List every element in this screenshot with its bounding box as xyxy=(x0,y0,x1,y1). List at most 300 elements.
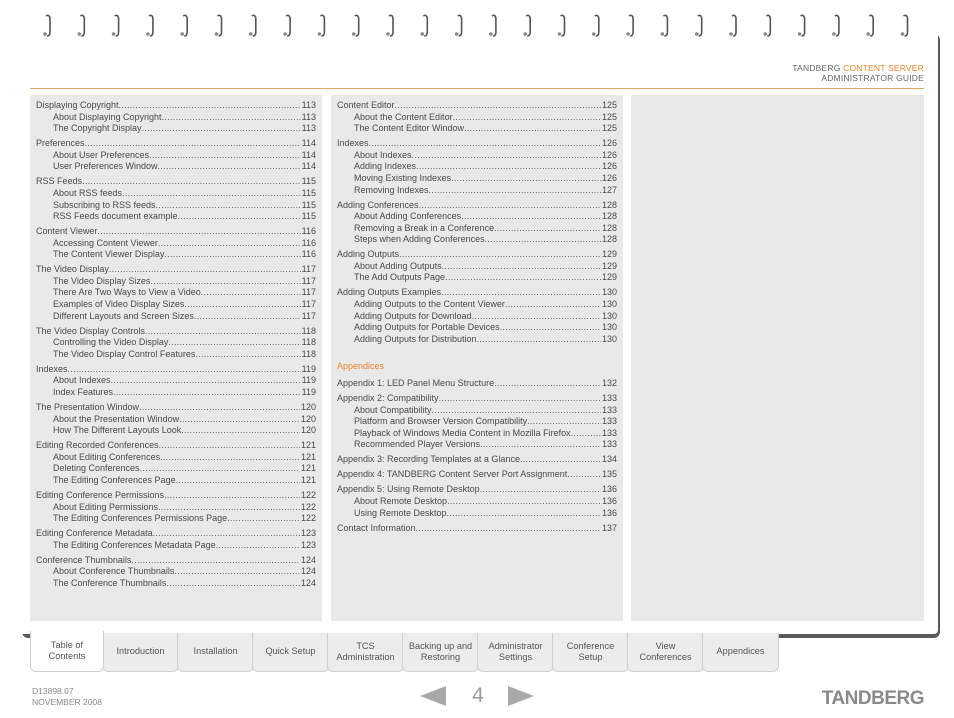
toc-page-number: 116 xyxy=(301,249,316,260)
toc-entry[interactable] xyxy=(36,555,316,567)
toc-page-number: 120 xyxy=(300,425,316,436)
dot-leader xyxy=(195,349,300,361)
toc-entry-title: Using Remote Desktop xyxy=(354,507,447,518)
toc-entry[interactable] xyxy=(337,287,617,299)
dot-leader xyxy=(439,393,601,405)
dot-leader xyxy=(168,337,300,349)
toc-entry-title: About User Preferences xyxy=(53,149,150,160)
dot-leader xyxy=(153,528,300,540)
binder-rings xyxy=(40,12,920,40)
toc-subentry[interactable] xyxy=(36,566,316,578)
toc-entry-title: Adding Indexes xyxy=(354,161,417,172)
dot-leader xyxy=(395,100,601,112)
toc-section xyxy=(36,555,316,590)
toc-page-number: 114 xyxy=(301,161,316,172)
tab-label-line1: Table of xyxy=(50,639,84,650)
toc-page-number: 133 xyxy=(601,393,617,404)
toc-section xyxy=(36,326,316,361)
tab-label xyxy=(409,641,472,664)
toc-entry-title: The Conference Thumbnails xyxy=(53,577,167,588)
toc-page-number: 116 xyxy=(301,226,316,237)
dot-leader xyxy=(158,502,300,514)
tab-appendices[interactable] xyxy=(702,633,779,672)
toc-subentry[interactable] xyxy=(36,211,316,223)
dot-leader xyxy=(194,311,301,323)
toc-subentry[interactable] xyxy=(36,414,316,426)
toc-subentry[interactable] xyxy=(36,425,316,437)
toc-entry-title: Appendix 3: Recording Templates at a Glance xyxy=(337,454,520,465)
toc-page-number: 133 xyxy=(601,404,617,415)
toc-entry-title: Controlling the Video Display xyxy=(53,337,169,348)
dot-leader xyxy=(164,249,300,261)
dot-leader xyxy=(156,200,301,212)
dot-leader xyxy=(142,123,301,135)
toc-page-number: 123 xyxy=(300,539,316,550)
toc-page-number: 115 xyxy=(301,211,316,222)
toc-entry[interactable] xyxy=(36,264,316,276)
toc-subentry[interactable] xyxy=(36,387,316,399)
toc-section xyxy=(36,176,316,222)
toc-entry[interactable] xyxy=(36,364,316,376)
toc-entry-title: About RSS feeds xyxy=(53,187,123,198)
page-number: 4 xyxy=(472,684,484,707)
toc-page-number: 129 xyxy=(601,249,617,260)
toc-entry-title: Content Viewer xyxy=(36,226,98,237)
dot-leader xyxy=(201,287,301,299)
toc-page-number: 121 xyxy=(300,440,316,451)
dot-leader xyxy=(419,200,601,212)
toc-entry-title: User Preferences Window xyxy=(53,161,158,172)
toc-subentry[interactable] xyxy=(36,287,316,299)
dot-leader xyxy=(140,463,300,475)
toc-entry-title: Moving Existing Indexes xyxy=(354,172,452,183)
toc-page-number: 115 xyxy=(301,187,316,198)
tab-administrator-settings[interactable] xyxy=(477,633,554,672)
toc-page-number: 128 xyxy=(601,211,617,222)
toc-entry-title: The Editing Conferences Metadata Page xyxy=(53,539,216,550)
toc-page-number: 130 xyxy=(601,287,617,298)
toc-entry-title: Adding Outputs xyxy=(337,249,400,260)
toc-subentry[interactable] xyxy=(337,261,617,273)
tab-label xyxy=(49,640,86,663)
toc-page-number: 130 xyxy=(601,333,617,344)
toc-section xyxy=(36,528,316,551)
toc-entry[interactable] xyxy=(337,100,617,112)
toc-subentry[interactable] xyxy=(337,311,617,323)
toc-entry-title: About Remote Desktop xyxy=(354,495,448,506)
toc-entry-title: About Compatibility xyxy=(354,404,432,415)
toc-section xyxy=(337,287,617,345)
toc-subentry[interactable] xyxy=(337,150,617,162)
toc-subentry[interactable] xyxy=(36,463,316,475)
toc-page-number: 115 xyxy=(301,199,316,210)
dot-leader xyxy=(162,112,301,124)
dot-leader xyxy=(119,100,301,112)
dot-leader xyxy=(178,211,301,223)
toc-entry-title: Adding Outputs Examples xyxy=(337,287,442,298)
toc-subentry[interactable] xyxy=(36,150,316,162)
toc-subentry[interactable] xyxy=(337,496,617,508)
toc-entry-title: Adding Outputs for Portable Devices xyxy=(354,322,500,333)
tab-label xyxy=(194,646,238,658)
toc-subentry[interactable] xyxy=(337,322,617,334)
toc-entry-title: About the Content Editor xyxy=(354,111,453,122)
dot-leader xyxy=(485,234,601,246)
binder-ring-icon xyxy=(729,15,736,36)
toc-entry-title: The Presentation Window xyxy=(36,401,140,412)
toc-page-number: 121 xyxy=(300,463,316,474)
tab-label-line1: Backing up and xyxy=(408,640,473,651)
binder-ring-icon xyxy=(386,15,393,36)
header-divider xyxy=(30,88,924,89)
toc-entry-title: Steps when Adding Conferences xyxy=(354,234,485,245)
toc-subentry[interactable] xyxy=(337,508,617,520)
binder-ring-icon xyxy=(455,15,462,36)
dot-leader xyxy=(432,405,601,417)
toc-entry-title: Subscribing to RSS feeds xyxy=(53,199,156,210)
doc-date: NOVEMBER 2008 xyxy=(32,697,102,707)
tab-label-line2: Restoring xyxy=(420,652,461,662)
tandberg-logo: TANDBERG xyxy=(821,688,924,709)
toc-subentry[interactable] xyxy=(36,200,316,212)
toc-subentry[interactable] xyxy=(36,311,316,323)
tab-installation[interactable] xyxy=(177,633,254,672)
toc-subentry[interactable] xyxy=(36,123,316,135)
dot-leader xyxy=(369,138,601,150)
doc-id: D13898.07 xyxy=(32,686,74,696)
binder-ring-icon xyxy=(215,15,222,36)
dot-leader xyxy=(160,452,300,464)
tab-label-line2: Setup xyxy=(578,652,603,662)
toc-entry-title: The Video Display xyxy=(36,264,109,275)
toc-subentry[interactable] xyxy=(36,188,316,200)
toc-page-number: 117 xyxy=(301,275,316,286)
tab-view-conferences[interactable] xyxy=(627,633,704,672)
toc-entry-title: RSS Feeds xyxy=(36,176,83,187)
toc-entry-title: The Video Display Controls xyxy=(36,325,145,336)
toc-page-number: 133 xyxy=(601,416,617,427)
toc-entry[interactable] xyxy=(337,523,617,535)
toc-entry[interactable] xyxy=(36,100,316,112)
toc-entry-title: Appendix 5: Using Remote Desktop xyxy=(337,484,480,495)
toc-page-number: 137 xyxy=(601,522,617,533)
toc-column-2 xyxy=(331,95,623,621)
dot-leader xyxy=(480,484,601,496)
toc-subentry[interactable] xyxy=(337,334,617,346)
toc-page-number: 130 xyxy=(601,299,617,310)
tab-label xyxy=(336,641,394,664)
dot-leader xyxy=(159,440,300,452)
toc-entry-title: About Displaying Copyright xyxy=(53,111,162,122)
binder-ring-icon xyxy=(558,15,565,36)
binder-ring-icon xyxy=(866,15,873,36)
dot-leader xyxy=(399,249,601,261)
toc-entry-title: Different Layouts and Screen Sizes xyxy=(53,310,194,321)
binder-ring-icon xyxy=(421,15,428,36)
toc-page-number: 120 xyxy=(300,401,316,412)
toc-entry[interactable] xyxy=(36,490,316,502)
toc-entry-title: About the Presentation Window xyxy=(53,413,180,424)
toc-subentry[interactable] xyxy=(337,428,617,440)
tab-label xyxy=(716,646,764,658)
toc-page-number: 119 xyxy=(301,363,316,374)
toc-entry[interactable] xyxy=(337,469,617,481)
dot-leader xyxy=(451,173,601,185)
dot-leader xyxy=(113,387,301,399)
dot-leader xyxy=(158,161,301,173)
prev-page-arrow-icon[interactable] xyxy=(420,686,446,706)
toc-entry-title: Recommended Player Versions xyxy=(354,439,481,450)
dot-leader xyxy=(216,540,300,552)
tab-label xyxy=(488,641,542,664)
dot-leader xyxy=(68,364,301,376)
toc-page-number: 113 xyxy=(301,123,316,134)
toc-subentry[interactable] xyxy=(337,223,617,235)
dot-leader xyxy=(480,439,601,451)
toc-subentry[interactable] xyxy=(36,276,316,288)
dot-leader xyxy=(179,414,300,426)
toc-page-number: 115 xyxy=(301,176,316,187)
tab-backing-up-and-restoring[interactable] xyxy=(402,633,479,672)
toc-entry[interactable] xyxy=(337,249,617,261)
toc-subentry[interactable] xyxy=(36,337,316,349)
dot-leader xyxy=(445,272,601,284)
binder-ring-icon xyxy=(283,15,290,36)
toc-subentry[interactable] xyxy=(36,540,316,552)
dot-leader xyxy=(472,311,601,323)
toc-entry-title: The Video Display Control Features xyxy=(53,348,196,359)
toc-page-number: 123 xyxy=(300,528,316,539)
toc-subentry[interactable] xyxy=(337,416,617,428)
tab-tcs-administration[interactable] xyxy=(327,633,404,672)
toc-subentry[interactable] xyxy=(36,161,316,173)
dot-leader xyxy=(111,375,301,387)
toc-section xyxy=(36,100,316,135)
toc-entry-title: Appendix 1: LED Panel Menu Structure xyxy=(337,378,495,389)
toc-page-number: 117 xyxy=(301,299,316,310)
tab-quick-setup[interactable] xyxy=(252,633,329,672)
toc-subentry[interactable] xyxy=(36,112,316,124)
toc-entry-title: Editing Conference Metadata xyxy=(36,528,153,539)
tab-introduction[interactable] xyxy=(102,633,179,672)
toc-entry-title: The Content Viewer Display xyxy=(53,249,165,260)
dot-leader xyxy=(520,454,601,466)
binder-ring-icon xyxy=(43,15,50,36)
toc-page-number: 136 xyxy=(601,507,617,518)
toc-entry[interactable] xyxy=(36,326,316,338)
toc-entry[interactable] xyxy=(337,484,617,496)
toc-page-number: 133 xyxy=(601,427,617,438)
binder-ring-icon xyxy=(764,15,771,36)
toc-entry-title: Appendix 2: Compatibility xyxy=(337,393,439,404)
toc-section xyxy=(337,378,617,390)
toc-entry[interactable] xyxy=(36,226,316,238)
toc-subentry[interactable] xyxy=(36,238,316,250)
toc-subentry[interactable] xyxy=(337,185,617,197)
toc-entry[interactable] xyxy=(36,138,316,150)
toc-entry-title: Indexes xyxy=(337,138,369,149)
toc-subentry[interactable] xyxy=(337,123,617,135)
toc-page-number: 136 xyxy=(601,484,617,495)
tab-label-line1: Introduction xyxy=(116,646,165,657)
dot-leader xyxy=(477,334,601,346)
toc-subentry[interactable] xyxy=(36,502,316,514)
toc-page-number: 117 xyxy=(301,310,316,321)
dot-leader xyxy=(227,513,300,525)
product-name: CONTENT SERVER xyxy=(843,63,924,73)
dot-leader xyxy=(166,578,300,590)
toc-page-number: 125 xyxy=(601,111,617,122)
toc-entry-title: Index Features xyxy=(53,387,114,397)
dot-leader xyxy=(567,469,601,481)
toc-subentry[interactable] xyxy=(337,405,617,417)
tab-label-line1: Installation xyxy=(193,646,238,657)
toc-subentry[interactable] xyxy=(36,578,316,590)
toc-page-number: 122 xyxy=(300,501,316,512)
dot-leader xyxy=(527,416,601,428)
binder-ring-icon xyxy=(832,15,839,36)
toc-entry-title: Content Editor xyxy=(337,100,395,110)
toc-section xyxy=(337,393,617,451)
toc-entry[interactable] xyxy=(36,440,316,452)
toc-subentry[interactable] xyxy=(337,299,617,311)
tab-label xyxy=(639,641,691,664)
toc-subentry[interactable] xyxy=(36,513,316,525)
toc-subentry[interactable] xyxy=(337,234,617,246)
dot-leader xyxy=(441,287,601,299)
toc-entry-title: Adding Outputs for Download xyxy=(354,310,472,321)
toc-subentry[interactable] xyxy=(36,475,316,487)
toc-page-number: 134 xyxy=(601,454,617,465)
dot-leader xyxy=(122,188,301,200)
toc-entry[interactable] xyxy=(337,393,617,405)
toc-subentry[interactable] xyxy=(36,349,316,361)
dot-leader xyxy=(494,223,601,235)
toc-page-number: 124 xyxy=(300,554,316,565)
toc-page-number: 128 xyxy=(601,199,617,210)
toc-entry[interactable] xyxy=(36,528,316,540)
toc-page-number: 124 xyxy=(300,577,316,588)
tab-label xyxy=(116,646,164,658)
tab-table-of-contents[interactable] xyxy=(30,631,104,672)
toc-entry-title: Preferences xyxy=(36,138,85,149)
tab-conference-setup[interactable] xyxy=(552,633,629,672)
appendices-heading: Appendices xyxy=(337,361,385,372)
toc-entry-title: Contact Information xyxy=(337,522,416,533)
toc-entry-title: About Adding Outputs xyxy=(354,260,442,271)
binder-ring-icon xyxy=(626,15,633,36)
toc-subentry[interactable] xyxy=(337,211,617,223)
toc-entry-title: Conference Thumbnails xyxy=(36,554,132,565)
binder-ring-icon xyxy=(661,15,668,36)
toc-entry[interactable] xyxy=(337,200,617,212)
dot-leader xyxy=(145,326,301,338)
tab-label-line1: Administrator xyxy=(488,640,543,651)
tab-label-line2: Conferences xyxy=(639,652,692,662)
toc-entry-title: Adding Conferences xyxy=(337,199,419,210)
binder-ring-icon xyxy=(146,15,153,36)
toc-subentry[interactable] xyxy=(337,439,617,451)
toc-subentry[interactable] xyxy=(36,299,316,311)
toc-page-number: 133 xyxy=(601,439,617,450)
toc-page-number: 130 xyxy=(601,322,617,333)
toc-entry-title: The Copyright Display xyxy=(53,123,142,134)
toc-entry-title: About Indexes xyxy=(354,149,412,160)
dot-leader xyxy=(158,238,301,250)
toc-subentry[interactable] xyxy=(36,452,316,464)
dot-leader xyxy=(416,523,601,535)
toc-subentry[interactable] xyxy=(36,375,316,387)
document-header xyxy=(792,63,924,83)
toc-entry[interactable] xyxy=(337,378,617,390)
dot-leader xyxy=(176,475,300,487)
toc-page-number: 122 xyxy=(300,513,316,524)
toc-entry[interactable] xyxy=(337,454,617,466)
toc-column-1 xyxy=(30,95,322,621)
toc-section xyxy=(337,454,617,466)
toc-entry-title: About Conference Thumbnails xyxy=(53,566,175,577)
toc-entry[interactable] xyxy=(337,138,617,150)
tab-label-line1: Appendices xyxy=(716,646,765,657)
toc-entry-title: The Editing Conferences Permissions Page xyxy=(53,513,228,524)
toc-section xyxy=(337,100,617,135)
toc-entry-title: Appendix 4: TANDBERG Content Server Port Assignment xyxy=(337,469,568,480)
toc-page-number: 126 xyxy=(601,138,617,149)
toc-section xyxy=(36,364,316,399)
toc-section xyxy=(36,138,316,173)
dot-leader xyxy=(461,211,601,223)
toc-page-number: 129 xyxy=(601,272,617,283)
toc-subentry[interactable] xyxy=(36,249,316,261)
toc-page-number: 119 xyxy=(301,375,316,386)
toc-page-number: 120 xyxy=(300,413,316,424)
dot-leader xyxy=(442,261,601,273)
tab-label-line1: Quick Setup xyxy=(265,646,316,657)
toc-column-3-empty xyxy=(631,95,924,621)
toc-entry-title: Accessing Content Viewer xyxy=(53,237,158,248)
dot-leader xyxy=(139,402,300,414)
toc-list-2 xyxy=(331,95,623,345)
toc-page-number: 118 xyxy=(301,337,316,348)
toc-section xyxy=(337,523,617,535)
toc-page-number: 132 xyxy=(601,378,617,389)
toc-entry-title: Removing a Break in a Conference xyxy=(354,222,495,233)
toc-page-number: 121 xyxy=(300,451,316,462)
toc-entry[interactable] xyxy=(36,402,316,414)
toc-entry-title: How The Different Layouts Look xyxy=(53,425,182,436)
toc-subentry[interactable] xyxy=(337,161,617,173)
toc-page-number: 130 xyxy=(601,310,617,321)
toc-page-number: 125 xyxy=(601,123,617,134)
toc-subentry[interactable] xyxy=(337,173,617,185)
toc-page-number: 114 xyxy=(301,149,316,160)
dot-leader xyxy=(464,123,601,135)
toc-list-appendices xyxy=(331,378,623,534)
toc-entry[interactable] xyxy=(36,176,316,188)
binder-ring-icon xyxy=(592,15,599,36)
toc-section xyxy=(36,264,316,322)
next-page-arrow-icon[interactable] xyxy=(508,686,534,706)
toc-page-number: 113 xyxy=(301,100,316,110)
toc-subentry[interactable] xyxy=(337,272,617,284)
toc-page-number: 135 xyxy=(601,469,617,480)
toc-subentry[interactable] xyxy=(337,112,617,124)
toc-entry-title: About Indexes xyxy=(53,375,111,386)
toc-entry-title: Editing Recorded Conferences xyxy=(36,440,159,451)
toc-entry-title: The Editing Conferences Page xyxy=(53,474,176,485)
toc-entry-title: Platform and Browser Version Compatibility xyxy=(354,416,528,427)
toc-page-number: 125 xyxy=(601,100,617,110)
